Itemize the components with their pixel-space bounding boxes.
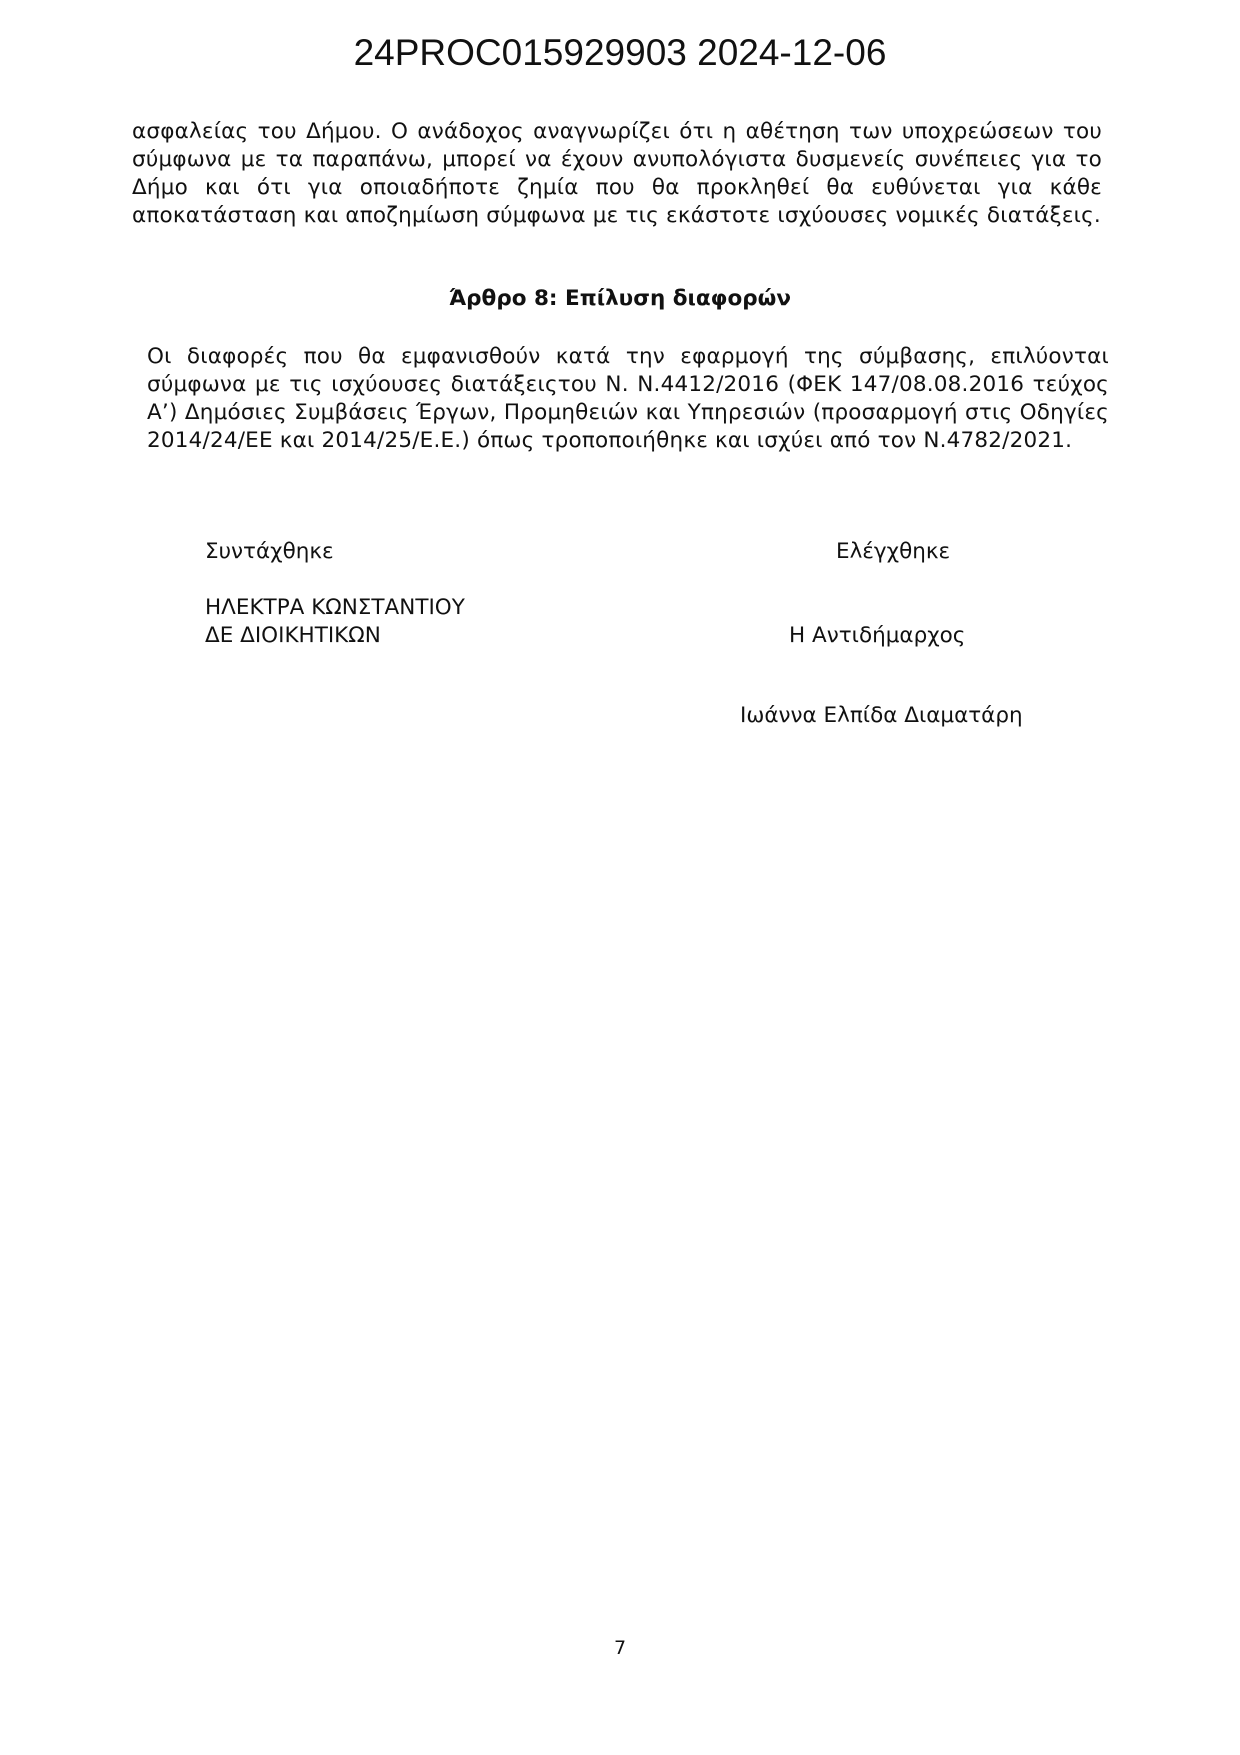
page-number: 7 (613, 1637, 627, 1659)
paragraph-security-obligations: ασφαλείας του Δήμου. Ο ανάδοχος αναγνωρίζει ότι η αθέτηση των υποχρεώσεων του σύμφωνα με τα παραπάνω, μπορεί να έχουν ανυπολόγιστα δυσμενείς συνέπειες για το Δήμο και ότι για οποιαδήποτε ζημία που θα προκληθεί θα ευθύνεται για κάθε αποκατάσταση και αποζημίωση σύμφωνα με τις εκάστοτε ισχύουσες νομικές διατάξεις. (132, 119, 1102, 228)
article-8-text: Οι διαφορές που θα εμφανισθούν κατά την εφαρμογή της σύμβασης, επιλύονται σύμφωνα με τις ισχύουσες διατάξειςτου Ν. Ν.4412/2016 (ΦΕΚ 147/08.08.2016 τεύχος Α’) Δημόσιες Συμβάσεις Έργων, Προμηθειών και Υπηρεσιών (προσαρμογή στις Οδηγίες 2014/24/ΕΕ και 2014/25/Ε.Ε.) όπως τροποποιήθηκε και ισχύει από τον Ν.4782/2021. (147, 344, 1109, 453)
document-id-header: 24PROC015929903 2024-12-06 (353, 32, 887, 73)
checked-by-title: Η Αντιδήμαρχος (789, 623, 966, 648)
article-8-heading: Άρθρο 8: Επίλυση διαφορών (449, 286, 791, 311)
prepared-by-name: ΗΛΕΚΤΡΑ ΚΩΝΣΤΑΝΤΙΟΥ (205, 595, 465, 620)
prepared-by-title: ΔΕ ΔΙΟΙΚΗΤΙΚΩΝ (205, 623, 381, 648)
checked-by-name: Ιωάννα Ελπίδα Διαματάρη (740, 703, 1023, 728)
checked-by-label: Ελέγχθηκε (836, 539, 951, 564)
prepared-by-label: Συντάχθηκε (205, 539, 334, 564)
